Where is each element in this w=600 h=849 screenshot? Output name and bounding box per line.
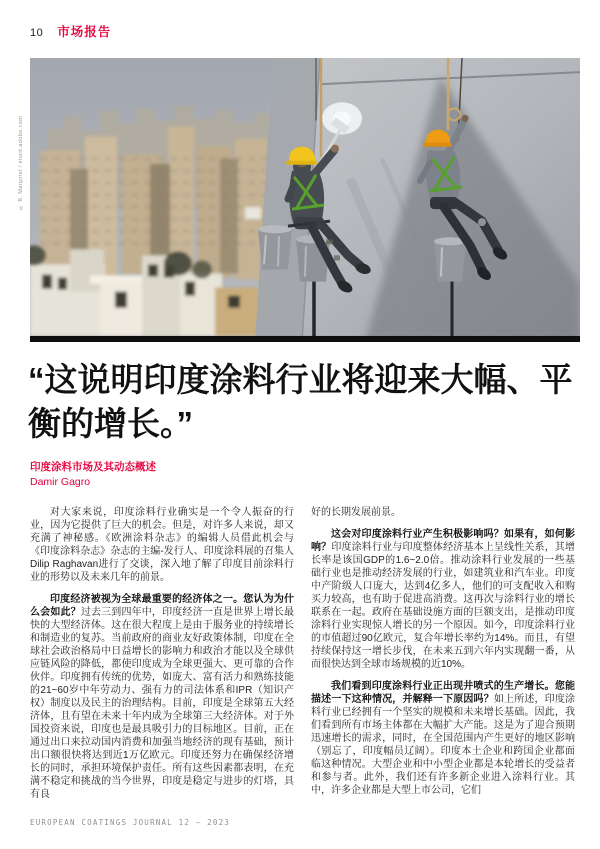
interview-question: 印度经济被视为全球最重要的经济体之一。您认为为什么会如此？	[30, 594, 294, 618]
photo-credit: © B. Margniet / stock.adobe.com	[18, 115, 24, 210]
interview-question: 我们看到印度涂料行业正出现井喷式的生产增长。您能描述一下这种情况，并解释一下原因吗？	[311, 681, 575, 705]
page-header	[30, 22, 111, 40]
interview-question: 这会对印度涂料行业产生积极影响吗？如果有，如何影响？	[311, 529, 575, 553]
interview-answer: 如上所述，印度涂料行业已经拥有一个坚实的规模和未来增长基础。因此，我们看到所有市场主体都在大幅扩大产能。这是为了迎合预期迅速增长的需求，同时，在全国范围内产生更好的地区影响（别忘了，印度幅员辽阔）。印度本土企业和跨国企业都面临这种情况。大型企业和中小型企业都是本轮增长的受益者和参与者。此外，我们还有许多新企业进入涂料行业。其中，许多企业都是大型上市公司，它们	[311, 694, 576, 796]
interview-answer: 印度涂料行业与印度整体经济基本上呈线性关系，其增长率是该国GDP的1.6~2.0倍。推动涂料行业发展的一些基础行业也是推动经济发展的行业，如建筑业和汽车业。印度中产阶级人口庞大，达到4亿多人，他们的可支配收入和购买力较高，也有助于促进高消费。这再次与涂料行业的增长联系在一起。政府在基础设施方面的巨额支出，是推动印度涂料行业实现惊人增长的另一个原因。如今，印度涂料行业的市值超过90亿欧元，复合年增长率约为14%。而且，有望持续保持这一增长步伐，在未来五到六年内实现翻一番，从而很快达到全球市场规模的近10%。	[311, 542, 576, 670]
article-body	[30, 506, 575, 810]
article-kicker	[30, 460, 156, 490]
paragraph-qa	[311, 528, 575, 671]
paragraph-qa	[311, 680, 575, 797]
article-photo	[18, 58, 580, 342]
page-footer: EUROPEAN COATINGS JOURNAL 12 – 2023	[30, 818, 231, 827]
paint-bucket	[258, 225, 292, 269]
interview-answer: 过去三到四年中，印度经济一直是世界上增长最快的大型经济体。这在很大程度上是由于服务业的持续增长和制造业的复苏。当前政府的商业友好政策体制，印度在全球社会政治格局中日益增长的影响力和政治才能以及全球供应链风险的降低，都使印度成为全球更强大、更可靠的合作伙伴。印度拥有传统的优势，如庞大、富有活力和熟练技能的21~60岁中年劳动力、强有力的司法体系和IPR（知识产权）制度以及民主的治理结构。目前，印度是全球第五大经济体，且有望在未来十年内成为全球第三大经济体。对于外国投资来说，印度也是最具吸引力的目标地区。目前，正在通过出口来拉动国内消费和加强当地经济的现有基础，预计出口额很快将达到近1万亿欧元。印度还努力在确保经济增长的同时，承担环境保护责任。所有这些因素都表明，在充满不稳定和挑战的当今世界，印度是稳定与进步的灯塔，具有良	[30, 607, 295, 800]
city-skyline	[30, 106, 277, 336]
kicker-title: 印度涂料市场及其动态概述	[30, 461, 156, 473]
painters-photo-illustration	[30, 58, 580, 342]
article-author: Damir Gagro	[30, 476, 91, 489]
section-title: 市场报告	[57, 25, 112, 39]
column-left	[30, 506, 294, 810]
column-right	[311, 506, 575, 810]
headline-quote: “这说明印度涂料行业将迎来大幅、平衡的增长。”	[28, 361, 573, 442]
paragraph-qa	[30, 593, 294, 801]
paragraph-continuation: 好的长期发展前景。	[311, 507, 401, 518]
paint-bucket	[434, 237, 466, 281]
photo-bottom-edge	[30, 336, 580, 342]
paragraph-intro: 对大家来说，印度涂料行业确实是一个令人振奋的行业，因为它提供了巨大的机会。但是，对许多人来说，却又充满了神秘感。《欧洲涂料杂志》的编辑人员借此机会与《印度涂料杂志》杂志的主编-发行人、印度涂料展的召集人Dilip Raghavan进行了交谈，深入地了解了印度目前涂料行业的形势以及未来几年的前景。	[30, 507, 294, 583]
page-number: 10	[30, 27, 44, 39]
